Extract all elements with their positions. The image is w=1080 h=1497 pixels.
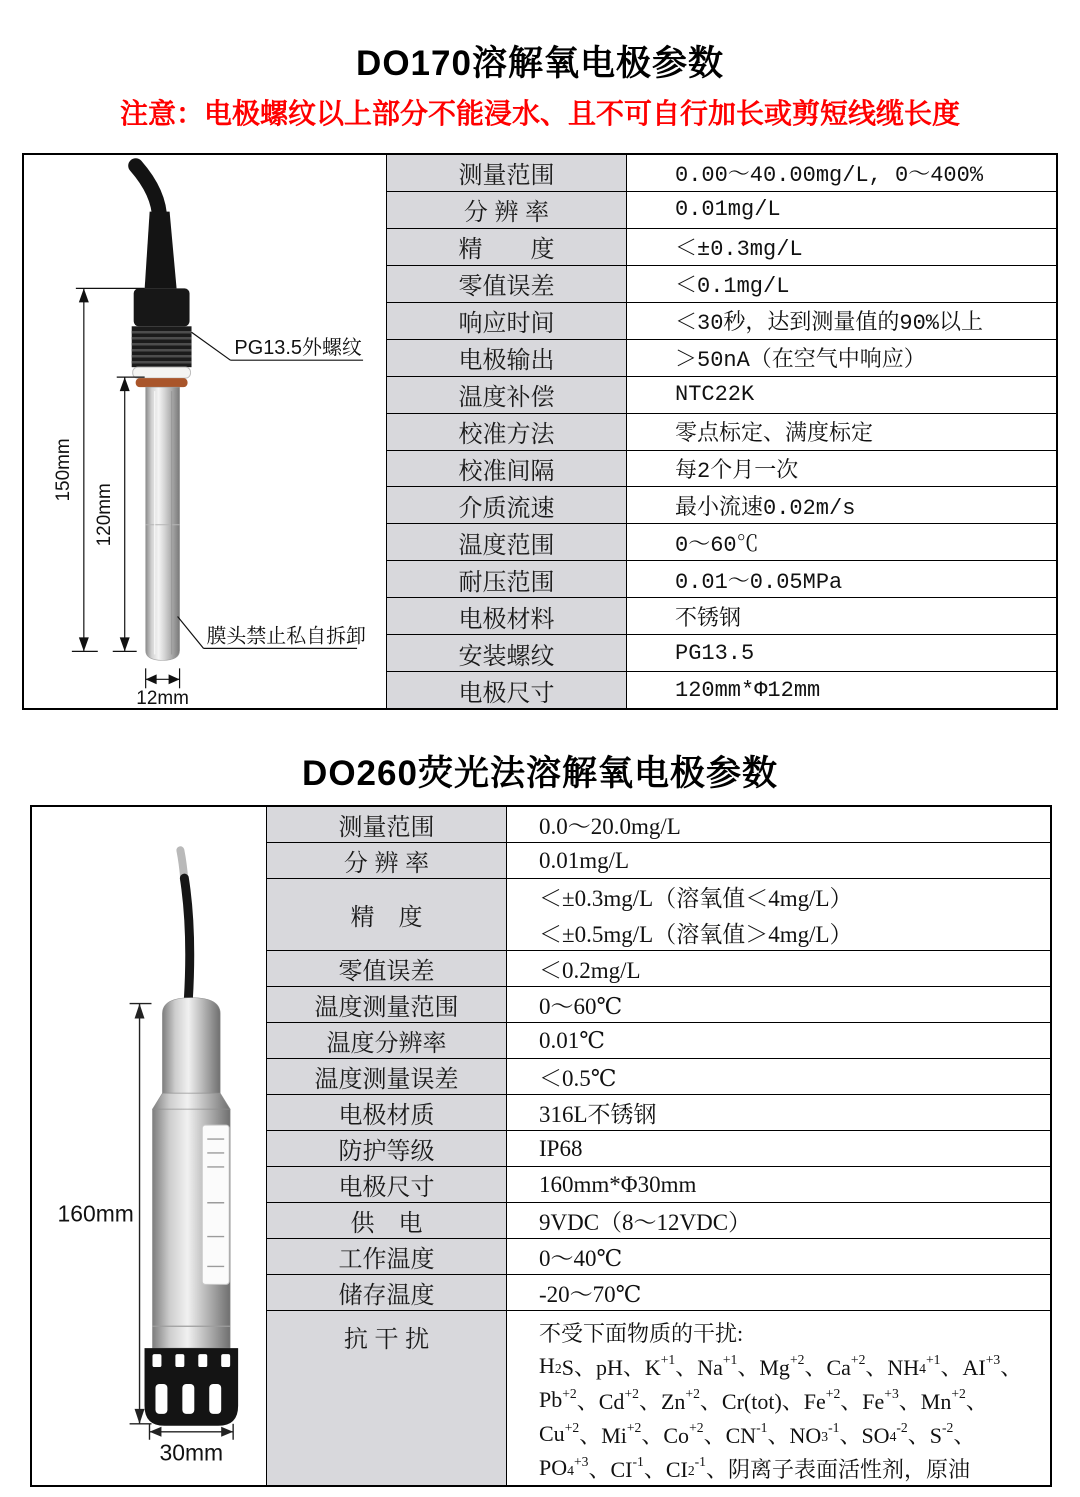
probe-white-ring xyxy=(133,367,191,378)
spec-row xyxy=(267,807,1050,843)
probe2-cable xyxy=(184,878,189,999)
spec-row xyxy=(387,303,1056,340)
spec-row xyxy=(267,843,1050,879)
spec-row-value: IP68 xyxy=(539,1135,583,1161)
spec-row xyxy=(267,879,1050,951)
spec-row-label: 校准方法 xyxy=(387,414,627,450)
spec-row xyxy=(387,561,1056,598)
spec-row-label: 防护等级 xyxy=(267,1131,507,1166)
spec-value-line: ＜±0.5mg/L（溶氧值＞4mg/L） xyxy=(539,922,853,947)
spec-value-line: ＜±0.3mg/L（溶氧值＜4mg/L） xyxy=(539,886,853,911)
probe-shaft xyxy=(146,387,180,660)
spec-row-value: 0.0～20.0mg/L xyxy=(539,814,681,839)
spec-row-value: 9VDC（8～12VDC） xyxy=(539,1210,752,1235)
probe-connector xyxy=(134,288,190,326)
spec-row-label: 工作温度 xyxy=(267,1239,507,1274)
probe2-label-sticker xyxy=(202,1125,229,1284)
spec-row-label: 电极材质 xyxy=(267,1095,507,1130)
probe2-body xyxy=(145,850,239,1426)
spec-row-value: NTC22K xyxy=(675,382,755,408)
spec-row-label: 温度范围 xyxy=(387,524,627,560)
spec-row xyxy=(267,1311,1050,1485)
spec-row-value: 最小流速0.02m/s xyxy=(675,495,856,521)
do170-rows xyxy=(387,155,1056,708)
spec-row-value: 120mm*Φ12mm xyxy=(675,677,821,703)
spec-row-value: 0.00～40.00mg/L, 0～400% xyxy=(675,163,984,189)
spec-row-label: 响应时间 xyxy=(387,303,627,339)
spec-row-label: 测量范围 xyxy=(267,807,507,842)
spec-value-line: Pb $^{+2}$ 、Cd $^{+2}$ 、Zn $^{+2}$ 、Cr(tot)、Fe $^{+2}$ 、Fe $^{+3}$ 、Mn $^{+2}$ 、 xyxy=(539,1385,988,1414)
dim-label-160mm: 160mm xyxy=(57,1200,134,1227)
probe-orange-ring xyxy=(136,378,188,387)
spec-row xyxy=(387,229,1056,266)
spec-row-value: 0～60℃ xyxy=(539,994,623,1019)
spec-value-line: 不受下面物质的干扰: xyxy=(539,1320,744,1346)
spec-row-label: 分 辨 率 xyxy=(387,192,627,228)
spec-row-label: 耐压范围 xyxy=(387,561,627,597)
spec-row xyxy=(387,155,1056,192)
probe-strain-relief xyxy=(145,212,177,289)
spec-row-label: 电极尺寸 xyxy=(387,672,627,708)
spec-value-line: PO $_4$ $^{+3}$ 、CI $^{-1}$ 、CI $_2$ $^{-1}$ 、阴离子表面活性剂，原油 xyxy=(539,1453,971,1482)
spec-row xyxy=(387,192,1056,229)
spec-row-value: ＞50nA（在空气中响应） xyxy=(675,348,926,374)
spec-row-value: -20～70℃ xyxy=(539,1282,642,1307)
spec-row-label: 精 度 xyxy=(387,229,627,265)
dim-label-120mm: 120mm xyxy=(93,483,115,547)
spec-row-label: 供 电 xyxy=(267,1203,507,1238)
spec-value-line: Cu $^{+2}$ 、Mi $^{+2}$ 、Co $^{+2}$ 、CN $^{-1}$ 、NO $_3$ $^{-1}$ 、SO $_4$ $^{-2}$ 、S $^{-2}$ 、 xyxy=(539,1419,976,1448)
spec-row-value: 0.01～0.05MPa xyxy=(675,569,843,595)
spec-row-value: ＜30秒，达到测量值的90%以上 xyxy=(675,311,984,337)
dim-label-30mm: 30mm xyxy=(159,1439,224,1466)
spec-row xyxy=(267,1023,1050,1059)
spec-row-label: 介质流速 xyxy=(387,487,627,523)
spec-row-value: ＜0.5℃ xyxy=(539,1066,617,1091)
spec-row xyxy=(267,1203,1050,1239)
do170-diagram-cell xyxy=(24,155,387,708)
probe-cable xyxy=(136,166,160,220)
spec-row xyxy=(387,340,1056,377)
spec-row-value: PG13.5 xyxy=(675,640,755,666)
spec-row-value: ＜0.1mg/L xyxy=(675,274,790,300)
spec-row-value: 不锈钢 xyxy=(675,606,742,632)
spec-row-label: 测量范围 xyxy=(387,155,627,191)
spec-row xyxy=(267,987,1050,1023)
spec-row-label: 安装螺纹 xyxy=(387,635,627,671)
membrane-callout-label: 膜头禁止私自拆卸 xyxy=(206,625,367,648)
spec-row xyxy=(387,672,1056,708)
spec-row-label: 分 辨 率 xyxy=(267,843,507,878)
dim-label-12mm: 12mm xyxy=(136,688,189,708)
spec-row xyxy=(267,1095,1050,1131)
do170-probe-diagram xyxy=(24,155,386,708)
do260-rows xyxy=(267,807,1050,1485)
spec-row-value: 每2个月一次 xyxy=(675,458,799,484)
spec-row xyxy=(387,524,1056,561)
spec-row xyxy=(387,487,1056,524)
probe2-flare xyxy=(152,1093,230,1109)
spec-row-label: 温度测量范围 xyxy=(267,987,507,1022)
spec-row-value: 160mm*Φ30mm xyxy=(539,1171,697,1197)
spec-row-value: 零点标定、满度标定 xyxy=(675,422,874,448)
spec-row-value: 0～40℃ xyxy=(539,1246,623,1271)
do260-probe-photo xyxy=(32,807,266,1485)
do260-photo-cell xyxy=(32,807,267,1485)
dim-label-150mm: 150mm xyxy=(52,438,74,502)
spec-row xyxy=(267,1275,1050,1311)
spec-row-label: 校准间隔 xyxy=(387,451,627,487)
spec-row-value: 0～60℃ xyxy=(675,532,759,558)
spec-row-label: 电极材料 xyxy=(387,598,627,634)
spec-row xyxy=(387,377,1056,414)
spec-row-label: 电极输出 xyxy=(387,340,627,376)
warning-note: 注意：电极螺纹以上部分不能浸水、且不可自行加长或剪短线缆长度 xyxy=(119,98,960,129)
spec-row-label: 储存温度 xyxy=(267,1275,507,1310)
spec-row-value xyxy=(507,879,1050,950)
spec-row-value: ＜0.2mg/L xyxy=(539,958,641,983)
spec-row-label: 抗 干 扰 xyxy=(267,1311,507,1485)
probe2-top-cap xyxy=(162,998,220,1094)
spec-row xyxy=(387,598,1056,635)
spec-row xyxy=(387,266,1056,303)
spec-row-label: 零值误差 xyxy=(267,951,507,986)
spec-row-value: 0.01℃ xyxy=(539,1027,605,1053)
spec-row-value: 316L不锈钢 xyxy=(539,1102,657,1127)
spec-row xyxy=(387,414,1056,451)
spec-row-label: 温度补偿 xyxy=(387,377,627,413)
spec-row xyxy=(267,1239,1050,1275)
spec-row xyxy=(267,1167,1050,1203)
thread-callout-label: PG13.5外螺纹 xyxy=(234,337,362,360)
spec-row-value: 0.01mg/L xyxy=(675,197,781,223)
spec-row-label: 温度测量误差 xyxy=(267,1059,507,1094)
do260-title: DO260荧光法溶解氧电极参数 xyxy=(302,754,778,793)
spec-row-value xyxy=(507,1311,1050,1485)
spec-row-label: 温度分辨率 xyxy=(267,1023,507,1058)
do170-spec-table xyxy=(22,153,1058,710)
spec-row-label: 零值误差 xyxy=(387,266,627,302)
spec-row-value: 0.01mg/L xyxy=(539,847,630,873)
probe-body xyxy=(132,166,192,661)
spec-row-label: 电极尺寸 xyxy=(267,1167,507,1202)
spec-row xyxy=(267,1131,1050,1167)
spec-row xyxy=(387,635,1056,672)
spec-row xyxy=(267,951,1050,987)
spec-row-label: 精 度 xyxy=(267,879,507,950)
spec-row xyxy=(387,451,1056,488)
spec-row-value: ＜±0.3mg/L xyxy=(675,237,803,263)
do170-title: DO170溶解氧电极参数 xyxy=(356,44,724,83)
spec-row xyxy=(267,1059,1050,1095)
do260-spec-table xyxy=(30,805,1052,1487)
spec-value-line: H $_2$ S、pH、K $^{+1}$ 、Na $^{+1}$ 、Mg $^{+2}$ 、Ca $^{+2}$ 、NH $_4$ $^{+1}$ 、AI $^{+3}$ 、 xyxy=(539,1351,1023,1380)
